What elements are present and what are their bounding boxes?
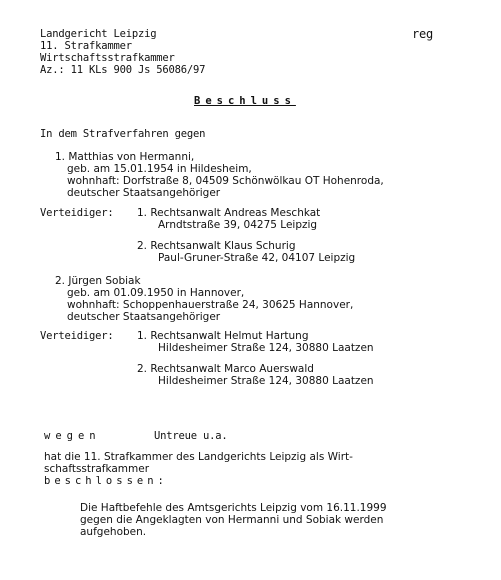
chamber-name: 11. Strafkammer [40,40,132,52]
counsel-1-label: Verteidiger: [40,207,114,219]
counsel-2b-name: 2. Rechtsanwalt Marco Auerswald [137,363,314,375]
reg-tag: reg [412,27,434,41]
case-reference: Az.: 11 KLs 900 Js 56086/97 [40,64,206,76]
ruling-line-1: Die Haftbefehle des Amtsgerichts Leipzig vom 16.11.1999 [80,502,387,514]
defendant-1-citizenship: deutscher Staatsangehöriger [67,187,221,199]
decision-verb: beschlossen: [44,475,168,487]
counsel-2-label: Verteidiger: [40,330,114,342]
subchamber-name: Wirtschaftsstrafkammer [40,52,175,64]
defendant-1-name: 1. Matthias von Hermanni, [55,151,195,163]
intro-text: In dem Strafverfahren gegen [40,128,206,140]
defendant-2-residence: wohnhaft: Schoppenhauerstraße 24, 30625 Hannover, [67,299,354,311]
defendant-1-residence: wohnhaft: Dorfstraße 8, 04509 Schönwölkau OT Hohenroda, [67,175,384,187]
counsel-1a-address: Arndtstraße 39, 04275 Leipzig [158,219,318,231]
decision-line-2: schaftsstrafkammer [44,463,150,475]
document-title: Beschluss [194,95,296,107]
defendant-2-birth: geb. am 01.09.1950 in Hannover, [67,287,245,299]
ruling-line-2: gegen die Angeklagten von Hermanni und Sobiak werden [80,514,384,526]
counsel-1b-address: Paul-Gruner-Straße 42, 04107 Leipzig [158,252,356,264]
counsel-2b-address: Hildesheimer Straße 124, 30880 Laatzen [158,375,374,387]
counsel-1a-name: 1. Rechtsanwalt Andreas Meschkat [137,207,321,219]
charge-offense: Untreue u.a. [154,430,228,442]
counsel-1b-name: 2. Rechtsanwalt Klaus Schurig [137,240,296,252]
court-name: Landgericht Leipzig [40,28,157,40]
charge-label: wegen [44,430,101,442]
defendant-1-birth: geb. am 15.01.1954 in Hildesheim, [67,163,252,175]
defendant-2-name: 2. Jürgen Sobiak [55,275,141,287]
counsel-2a-name: 1. Rechtsanwalt Helmut Hartung [137,330,309,342]
ruling-line-3: aufgehoben. [80,526,147,538]
decision-line-1: hat die 11. Strafkammer des Landgerichts Leipzig als Wirt- [44,451,353,463]
counsel-2a-address: Hildesheimer Straße 124, 30880 Laatzen [158,342,374,354]
defendant-2-citizenship: deutscher Staatsangehöriger [67,311,221,323]
